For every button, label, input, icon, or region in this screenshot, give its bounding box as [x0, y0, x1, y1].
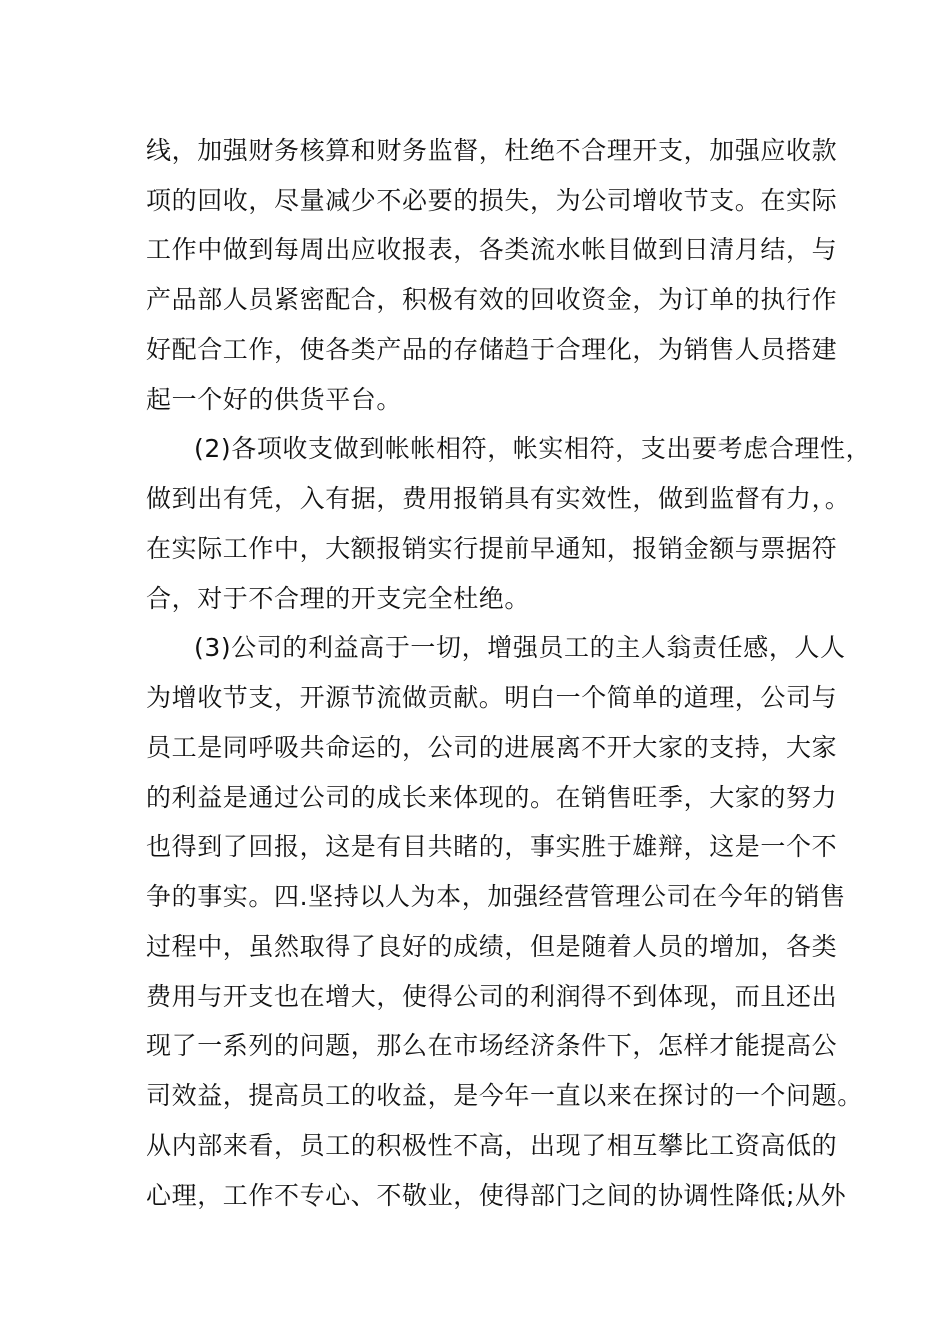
text-line: 现了一系列的问题，那么在市场经济条件下，怎样才能提高公 — [146, 1031, 838, 1060]
text-line: 过程中，虽然取得了良好的成绩，但是随着人员的增加，各类 — [146, 932, 838, 961]
text-line: 心理，工作不专心、不敬业，使得部门之间的协调性降低;从外 — [146, 1181, 847, 1210]
text-line: 项的回收，尽量减少不必要的损失，为公司增收节支。在实际 — [146, 186, 838, 215]
text-line: 员工是同呼吸共命运的，公司的进展离不开大家的支持，大家 — [146, 733, 838, 762]
text-line: 产品部人员紧密配合，积极有效的回收资金，为订单的执行作 — [146, 285, 838, 314]
text-line: 争的事实。四.坚持以人为本，加强经营管理公司在今年的销售 — [146, 882, 846, 911]
text-line: 在实际工作中，大额报销实行提前早通知，报销金额与票据符 — [146, 534, 838, 563]
text-line: 从内部来看，员工的积极性不高，出现了相互攀比工资高低的 — [146, 1131, 838, 1160]
text-line: 好配合工作，使各类产品的存储趋于合理化，为销售人员搭建 — [146, 335, 838, 364]
text-line: 费用与开支也在增大，使得公司的利润得不到体现，而且还出 — [146, 982, 838, 1011]
text-line: 司效益，提高员工的收益，是今年一直以来在探讨的一个问题。 — [146, 1081, 863, 1110]
paragraph-2-first-line: (2)各项收支做到帐帐相符，帐实相符，支出要考虑合理性， — [194, 434, 872, 463]
paragraph-3-first-line: (3)公司的利益高于一切，增强员工的主人翁责任感，人人 — [194, 633, 846, 662]
text-line: 起一个好的供货平台。 — [146, 385, 403, 414]
text-line: 工作中做到每周出应收报表，各类流水帐目做到日清月结，与 — [146, 235, 838, 264]
text-line: 也得到了回报，这是有目共睹的，事实胜于雄辩，这是一个不 — [146, 832, 838, 861]
text-line: 的利益是通过公司的成长来体现的。在销售旺季，大家的努力 — [146, 783, 838, 812]
text-line: 线，加强财务核算和财务监督，杜绝不合理开支，加强应收款 — [146, 136, 838, 165]
text-line: 合，对于不合理的开支完全杜绝。 — [146, 584, 531, 613]
text-line: 为增收节支，开源节流做贡献。明白一个简单的道理，公司与 — [146, 683, 838, 712]
text-line: 做到出有凭，入有据，费用报销具有实效性，做到监督有力，。 — [146, 484, 851, 513]
